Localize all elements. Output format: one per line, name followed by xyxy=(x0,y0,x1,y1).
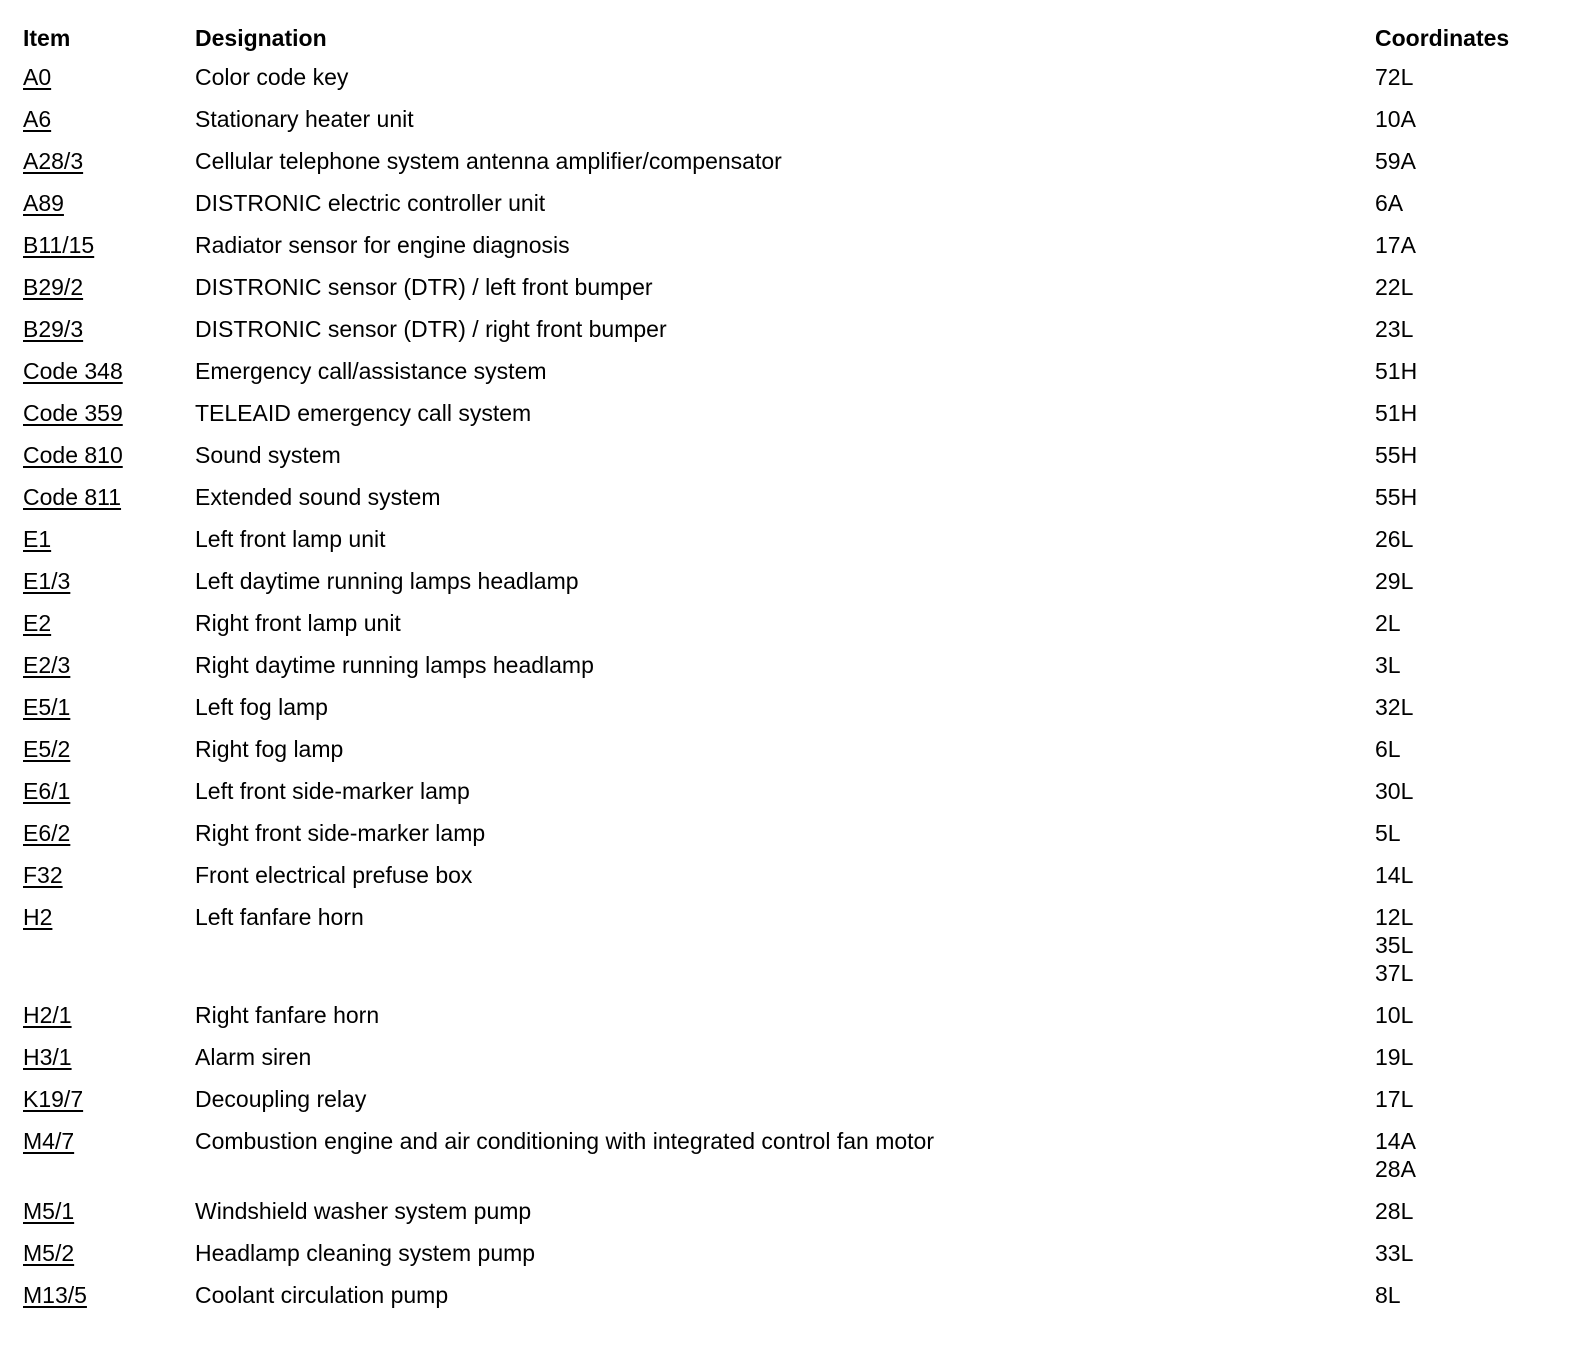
coordinates-cell xyxy=(1375,476,1535,518)
coordinate-value: 10A xyxy=(1375,106,1416,132)
designation-cell: Left fanfare horn xyxy=(195,904,364,930)
component-legend-table xyxy=(23,20,1535,1316)
table-row xyxy=(23,1078,1535,1120)
designation-cell: Combustion engine and air conditioning with integrated control fan motor xyxy=(195,1128,934,1154)
designation-cell: DISTRONIC sensor (DTR) / right front bumper xyxy=(195,316,667,342)
item-cell xyxy=(23,1232,195,1274)
coordinates-cell xyxy=(1375,1036,1535,1078)
designation-cell: Radiator sensor for engine diagnosis xyxy=(195,232,570,258)
coordinates-cell xyxy=(1375,140,1535,182)
designation-cell: TELEAID emergency call system xyxy=(195,400,532,426)
designation-cell: Front electrical prefuse box xyxy=(195,862,473,888)
item-link[interactable]: K19/7 xyxy=(23,1086,84,1112)
table-row xyxy=(23,812,1535,854)
designation-cell: Coolant circulation pump xyxy=(195,1282,449,1308)
coordinates-cell xyxy=(1375,1190,1535,1232)
item-cell xyxy=(23,266,195,308)
coordinate-value: 5L xyxy=(1375,820,1401,846)
item-cell xyxy=(23,854,195,896)
item-cell xyxy=(23,434,195,476)
item-link[interactable]: E1 xyxy=(23,526,52,552)
item-link[interactable]: F32 xyxy=(23,862,63,888)
designation-cell: Extended sound system xyxy=(195,484,441,510)
designation-cell: Decoupling relay xyxy=(195,1086,367,1112)
table-row xyxy=(23,728,1535,770)
coordinates-cell xyxy=(1375,1120,1535,1190)
table-row xyxy=(23,308,1535,350)
table-row xyxy=(23,896,1535,994)
table-row xyxy=(23,644,1535,686)
coordinate-value: 17A xyxy=(1375,232,1416,258)
coordinates-cell xyxy=(1375,896,1535,994)
header-coordinates: Coordinates xyxy=(1375,25,1510,51)
table-row xyxy=(23,770,1535,812)
table-row xyxy=(23,1232,1535,1274)
item-cell xyxy=(23,518,195,560)
coordinate-value: 55H xyxy=(1375,484,1418,510)
coordinate-value: 3L xyxy=(1375,652,1401,678)
item-link[interactable]: Code 348 xyxy=(23,358,123,384)
coordinates-cell xyxy=(1375,392,1535,434)
coordinates-cell xyxy=(1375,812,1535,854)
item-cell xyxy=(23,644,195,686)
designation-cell: Left front side-marker lamp xyxy=(195,778,470,804)
coordinate-value: 19L xyxy=(1375,1044,1414,1070)
coordinates-cell xyxy=(1375,1274,1535,1316)
coordinate-value: 14A xyxy=(1375,1128,1416,1154)
coordinate-value: 10L xyxy=(1375,1002,1414,1028)
item-cell xyxy=(23,182,195,224)
item-cell xyxy=(23,770,195,812)
item-link[interactable]: E1/3 xyxy=(23,568,71,594)
designation-cell: Right fog lamp xyxy=(195,736,344,762)
item-cell xyxy=(23,476,195,518)
item-cell xyxy=(23,728,195,770)
coordinate-value: 28L xyxy=(1375,1198,1414,1224)
coordinate-value: 29L xyxy=(1375,568,1414,594)
item-link[interactable]: E2 xyxy=(23,610,52,636)
designation-cell: Sound system xyxy=(195,442,341,468)
header-designation: Designation xyxy=(195,25,327,51)
coordinate-value: 12L xyxy=(1375,904,1414,930)
item-link[interactable]: H2/1 xyxy=(23,1002,72,1028)
coordinates-cell xyxy=(1375,854,1535,896)
table-row xyxy=(23,518,1535,560)
coordinate-value: 30L xyxy=(1375,778,1414,804)
designation-cell: Cellular telephone system antenna amplifier/compensator xyxy=(195,148,782,174)
item-cell xyxy=(23,686,195,728)
item-link[interactable]: E6/2 xyxy=(23,820,71,846)
item-link[interactable]: M4/7 xyxy=(23,1128,75,1154)
table-row xyxy=(23,98,1535,140)
coordinates-cell xyxy=(1375,1232,1535,1274)
table-row xyxy=(23,350,1535,392)
coordinate-value: 6A xyxy=(1375,190,1404,216)
item-link[interactable]: Code 811 xyxy=(23,484,122,510)
coordinates-cell xyxy=(1375,994,1535,1036)
table-row xyxy=(23,602,1535,644)
designation-cell: Left fog lamp xyxy=(195,694,328,720)
table-header xyxy=(23,20,1535,56)
table-row xyxy=(23,1120,1535,1190)
coordinate-value: 8L xyxy=(1375,1282,1401,1308)
coordinate-value: 51H xyxy=(1375,358,1418,384)
coordinates-cell xyxy=(1375,644,1535,686)
item-link[interactable]: H2 xyxy=(23,904,53,930)
item-link[interactable]: A0 xyxy=(23,64,52,90)
table-row xyxy=(23,476,1535,518)
coordinate-value: 2L xyxy=(1375,610,1401,636)
table-row xyxy=(23,224,1535,266)
coordinates-cell xyxy=(1375,182,1535,224)
header-item: Item xyxy=(23,25,71,51)
designation-cell: Left front lamp unit xyxy=(195,526,386,552)
item-link[interactable]: H3/1 xyxy=(23,1044,72,1070)
designation-cell: DISTRONIC sensor (DTR) / left front bumper xyxy=(195,274,653,300)
item-link[interactable]: A6 xyxy=(23,106,52,132)
item-link[interactable]: Code 359 xyxy=(23,400,123,426)
item-link[interactable]: A28/3 xyxy=(23,148,84,174)
coordinate-value: 35L xyxy=(1375,932,1414,958)
designation-cell: Headlamp cleaning system pump xyxy=(195,1240,536,1266)
coordinates-cell xyxy=(1375,98,1535,140)
item-cell xyxy=(23,994,195,1036)
table-row xyxy=(23,140,1535,182)
coordinates-cell xyxy=(1375,686,1535,728)
coordinates-cell xyxy=(1375,434,1535,476)
coordinates-cell xyxy=(1375,770,1535,812)
item-cell xyxy=(23,98,195,140)
coordinate-value: 72L xyxy=(1375,64,1414,90)
item-cell xyxy=(23,56,195,98)
coordinates-cell xyxy=(1375,728,1535,770)
table-row xyxy=(23,182,1535,224)
designation-cell: Alarm siren xyxy=(195,1044,312,1070)
coordinate-value: 23L xyxy=(1375,316,1414,342)
item-link[interactable]: A89 xyxy=(23,190,64,216)
coordinates-cell xyxy=(1375,1078,1535,1120)
item-cell xyxy=(23,140,195,182)
designation-cell: Right daytime running lamps headlamp xyxy=(195,652,594,678)
header-row xyxy=(23,20,1535,56)
coordinate-value: 14L xyxy=(1375,862,1414,888)
coordinate-value: 28A xyxy=(1375,1156,1416,1182)
coordinates-cell xyxy=(1375,350,1535,392)
item-cell xyxy=(23,896,195,994)
table-row xyxy=(23,434,1535,476)
coordinate-value: 22L xyxy=(1375,274,1414,300)
item-link[interactable]: M5/1 xyxy=(23,1198,75,1224)
table-row xyxy=(23,392,1535,434)
item-cell xyxy=(23,1120,195,1190)
item-link[interactable]: E5/1 xyxy=(23,694,71,720)
table-row xyxy=(23,560,1535,602)
item-cell xyxy=(23,1078,195,1120)
item-cell xyxy=(23,1190,195,1232)
designation-cell: Right front side-marker lamp xyxy=(195,820,486,846)
coordinate-value: 32L xyxy=(1375,694,1414,720)
coordinate-value: 17L xyxy=(1375,1086,1414,1112)
item-link[interactable]: Code 810 xyxy=(23,442,123,468)
item-link[interactable]: E2/3 xyxy=(23,652,71,678)
coordinate-value: 55H xyxy=(1375,442,1418,468)
coordinates-cell xyxy=(1375,560,1535,602)
item-cell xyxy=(23,1274,195,1316)
item-link[interactable]: B29/3 xyxy=(23,316,84,342)
designation-cell: Windshield washer system pump xyxy=(195,1198,532,1224)
item-cell xyxy=(23,308,195,350)
item-link[interactable]: E5/2 xyxy=(23,736,71,762)
coordinates-cell xyxy=(1375,224,1535,266)
item-link[interactable]: B29/2 xyxy=(23,274,84,300)
item-link[interactable]: E6/1 xyxy=(23,778,71,804)
table-row xyxy=(23,686,1535,728)
item-cell xyxy=(23,224,195,266)
item-cell xyxy=(23,1036,195,1078)
designation-cell: Color code key xyxy=(195,64,349,90)
designation-cell: Right fanfare horn xyxy=(195,1002,380,1028)
table-row xyxy=(23,266,1535,308)
designation-cell: Stationary heater unit xyxy=(195,106,414,132)
designation-cell: Emergency call/assistance system xyxy=(195,358,547,384)
table-body xyxy=(23,56,1535,1316)
designation-cell: Left daytime running lamps headlamp xyxy=(195,568,579,594)
coordinates-cell xyxy=(1375,518,1535,560)
table-row xyxy=(23,1274,1535,1316)
coordinates-cell xyxy=(1375,602,1535,644)
table-row xyxy=(23,994,1535,1036)
coordinates-cell xyxy=(1375,56,1535,98)
item-cell xyxy=(23,812,195,854)
coordinate-value: 59A xyxy=(1375,148,1416,174)
coordinate-value: 33L xyxy=(1375,1240,1414,1266)
item-link[interactable]: M5/2 xyxy=(23,1240,75,1266)
item-cell xyxy=(23,392,195,434)
designation-cell: DISTRONIC electric controller unit xyxy=(195,190,546,216)
coordinate-value: 37L xyxy=(1375,960,1414,986)
coordinates-cell xyxy=(1375,266,1535,308)
coordinates-cell xyxy=(1375,308,1535,350)
table-row xyxy=(23,854,1535,896)
coordinate-value: 51H xyxy=(1375,400,1418,426)
item-cell xyxy=(23,350,195,392)
item-cell xyxy=(23,560,195,602)
coordinate-value: 26L xyxy=(1375,526,1414,552)
table-row xyxy=(23,1036,1535,1078)
table-row xyxy=(23,1190,1535,1232)
table-row xyxy=(23,56,1535,98)
coordinate-value: 6L xyxy=(1375,736,1401,762)
item-link[interactable]: B11/15 xyxy=(23,232,95,258)
item-link[interactable]: M13/5 xyxy=(23,1282,87,1308)
item-cell xyxy=(23,602,195,644)
designation-cell: Right front lamp unit xyxy=(195,610,401,636)
